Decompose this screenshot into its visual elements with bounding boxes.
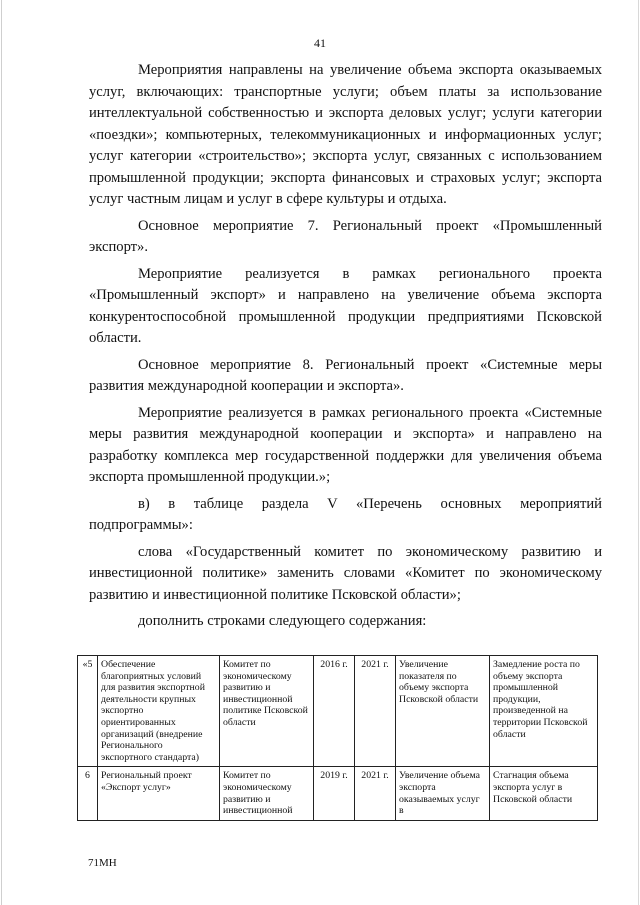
start-year: 2019 г. — [314, 767, 355, 820]
table-row — [78, 656, 598, 767]
footer-code: 71МН — [88, 857, 117, 869]
row-number: 6 — [78, 767, 98, 820]
paragraph-main-measure-8: Основное мероприятие 8. Региональный проект «Системные меры развития международной кооперации и экспорта». — [89, 356, 602, 394]
non-implementation-consequence: Замедление роста по объему экспорта промышленной продукции, произведенной на территории Псковской области — [490, 656, 598, 767]
executor: Комитет по экономическому развитию и инвестиционной политике Псковской области — [220, 656, 314, 767]
measure-name: Региональный проект «Экспорт услуг» — [98, 767, 220, 820]
scan-edge-right — [638, 0, 639, 905]
executor: Комитет по экономическому развитию и инвестиционной — [220, 767, 314, 820]
page-number: 41 — [314, 36, 326, 50]
table-row — [78, 767, 598, 820]
non-implementation-consequence: Стагнация объема экспорта услуг в Псковской области — [490, 767, 598, 820]
end-year: 2021 г. — [355, 656, 396, 767]
paragraph-replace-words: слова «Государственный комитет по экономическому развитию и инвестиционной политике» заменить словами «Комитет по экономическому развитию и инвестиционной политике Псковской области»; — [89, 543, 602, 603]
row-number: «5 — [78, 656, 98, 767]
measure-name: Обеспечение благоприятных условий для развития экспортной деятельности крупных экспортно ориентированных организаций (внедрение Регионального экспортного стандарта) — [98, 656, 220, 767]
start-year: 2016 г. — [314, 656, 355, 767]
document-body — [89, 60, 602, 634]
end-year: 2021 г. — [355, 767, 396, 820]
paragraph-table-section-v: в) в таблице раздела V «Перечень основных мероприятий подпрограммы»: — [89, 495, 602, 533]
paragraph-cooperation-measures: Мероприятие реализуется в рамках регионального проекта «Системные меры развития международной кооперации и экспорта» и направлено на разработку комплекса мер государственной поддержки для увеличения объема экспорта промышленной продукции.»; — [89, 404, 602, 485]
scan-edge-left — [1, 0, 2, 905]
paragraph-add-rows: дополнить строками следующего содержания: — [138, 613, 427, 629]
expected-result: Увеличение объема экспорта оказываемых услуг в — [396, 767, 490, 820]
paragraph-main-measure-7: Основное мероприятие 7. Региональный проект «Промышленный экспорт». — [89, 217, 602, 255]
paragraph-services-export: Мероприятия направлены на увеличение объема экспорта оказываемых услуг, включающих: транспортные услуги; объем платы за использование интеллектуальной собственностью и экспорта деловых услуг; услуги категории «поездки»; компьютерных, телекоммуникационных и информационных услуг; услуг категории «строительство»; экспорта услуг, связанных с использованием промышленной продукции; экспорта финансовых и страховых услуг; экспорта услуг частным лицам и услуг в сфере культуры и отдыха. — [89, 62, 602, 207]
expected-result: Увеличение показателя по объему экспорта Псковской области — [396, 656, 490, 767]
measures-table — [77, 655, 598, 821]
paragraph-industrial-export: Мероприятие реализуется в рамках регионального проекта «Промышленный экспорт» и направлено на увеличение объема экспорта конкурентоспособной промышленной продукции предприятиями Псковской области. — [89, 265, 602, 346]
